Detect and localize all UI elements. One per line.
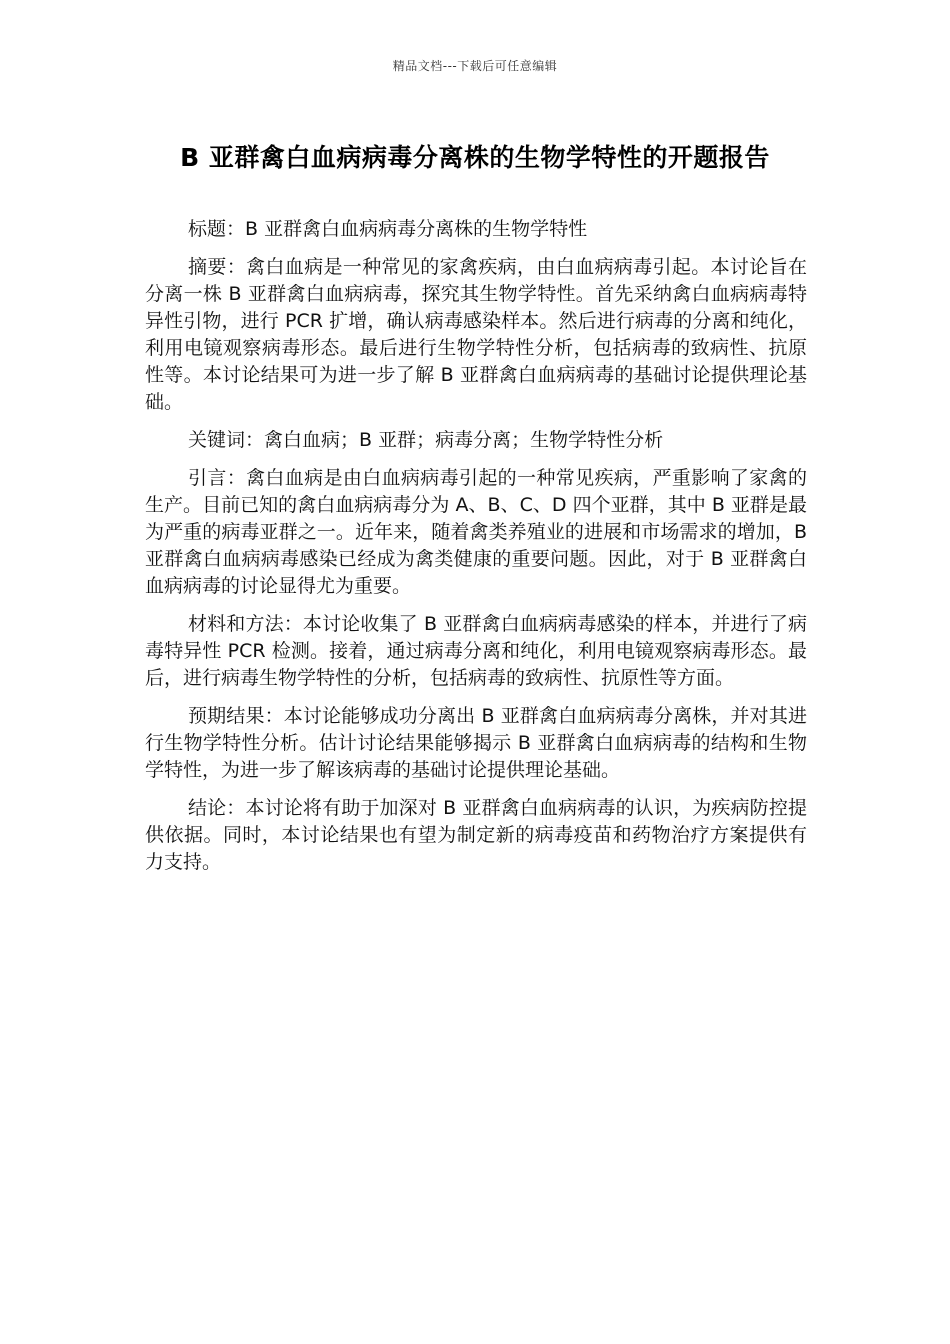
paragraph-methods: 材料和方法：本讨论收集了 B 亚群禽白血病病毒感染的样本，并进行了病毒特异性 PCR 检测。接着，通过病毒分离和纯化，利用电镜观察病毒形态。最后，进行病毒生物学特性的分析，包括病毒的致病性、抗原性等方面。 <box>145 613 807 689</box>
header-note: 精品文档---下载后可任意编辑 <box>392 59 558 73</box>
paragraph-expected-results: 预期结果：本讨论能够成功分离出 B 亚群禽白血病病毒分离株，并对其进行生物学特性分析。估计讨论结果能够揭示 B 亚群禽白血病病毒的结构和生物学特性，为进一步了解该病毒的基础讨论提供理论基础。 <box>145 705 807 781</box>
document-body <box>145 216 807 887</box>
paragraph-abstract: 摘要：禽白血病是一种常见的家禽疾病，由白血病病毒引起。本讨论旨在分离一株 B 亚群禽白血病病毒，探究其生物学特性。首先采纳禽白血病病毒特异性引物，进行 PCR 扩增，确认病毒感染样本。然后进行病毒的分离和纯化，利用电镜观察病毒形态。最后进行生物学特性分析，包括病毒的致病性、抗原性等。本讨论结果可为进一步了解 B 亚群禽白血病病毒的基础讨论提供理论基础。 <box>145 256 807 413</box>
document-title: B 亚群禽白血病病毒分离株的生物学特性的开题报告 <box>180 143 770 172</box>
paragraph-introduction: 引言：禽白血病是由白血病病毒引起的一种常见疾病，严重影响了家禽的生产。目前已知的禽白血病病毒分为 A、B、C、D 四个亚群，其中 B 亚群是最为严重的病毒亚群之一。近年来，随着禽类养殖业的进展和市场需求的增加，B 亚群禽白血病病毒感染已经成为禽类健康的重要问题。因此，对于 B 亚群禽白血病病毒的讨论显得尤为重要。 <box>145 467 807 597</box>
paragraph-conclusion: 结论：本讨论将有助于加深对 B 亚群禽白血病病毒的认识，为疾病防控提供依据。同时，本讨论结果也有望为制定新的病毒疫苗和药物治疗方案提供有力支持。 <box>145 797 807 873</box>
paragraph-title: 标题：B 亚群禽白血病病毒分离株的生物学特性 <box>188 218 588 240</box>
paragraph-keywords: 关键词：禽白血病；B 亚群；病毒分离；生物学特性分析 <box>188 429 664 451</box>
